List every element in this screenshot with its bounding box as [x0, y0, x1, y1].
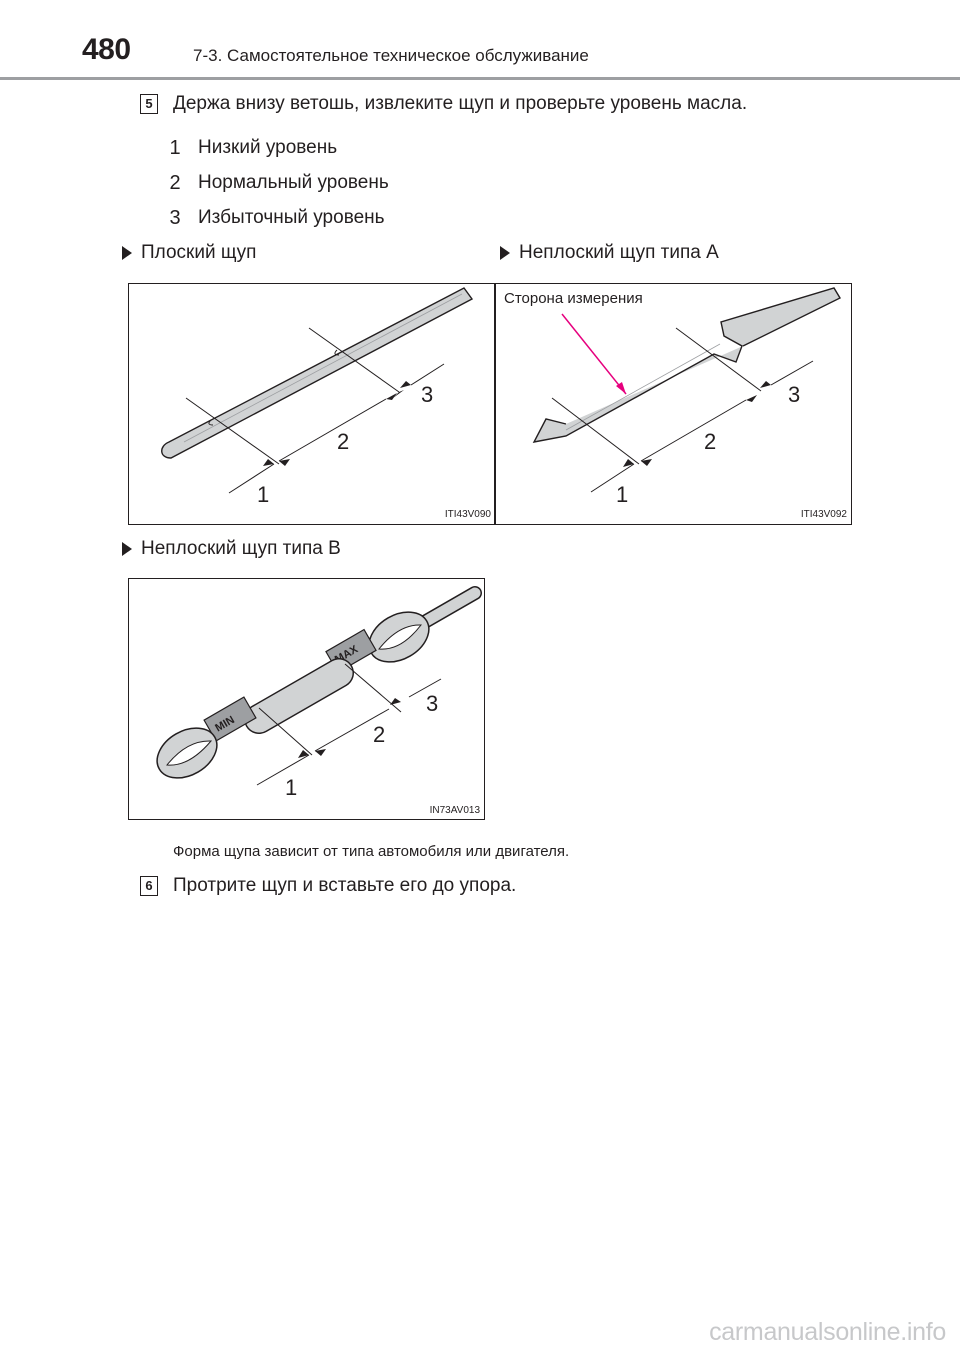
- flat-dipstick-figure: [128, 283, 495, 525]
- figure-mark: 1: [616, 482, 629, 507]
- figure-mark: 2: [337, 429, 350, 454]
- flat-dipstick-illustration: [129, 284, 494, 524]
- figure-mark: 1: [257, 482, 270, 507]
- level-list: [163, 131, 389, 235]
- list-item: [163, 201, 389, 235]
- figure-code: ITI43V092: [800, 509, 847, 520]
- level-number: 3: [169, 206, 181, 229]
- step-number-box: 5: [140, 94, 158, 114]
- type-a-dipstick-illustration: [496, 284, 851, 524]
- triangle-bullet-icon: [500, 246, 510, 260]
- level-number: 1: [169, 136, 181, 159]
- page-number: 480: [82, 33, 131, 66]
- max-marking-text: MAX: [332, 643, 361, 667]
- type-a-dipstick-figure: [495, 283, 852, 525]
- min-marking-text: MIN: [213, 713, 237, 735]
- level-label: Нормальный уровень: [198, 172, 389, 193]
- step-text: Протрите щуп и вставьте его до упора.: [173, 875, 517, 896]
- step-text: Держа внизу ветошь, извлеките щуп и проверьте уровень масла.: [173, 93, 748, 114]
- flat-dipstick-title: Плоский щуп: [141, 242, 257, 263]
- figure-code: IN73AV013: [429, 805, 480, 816]
- measure-side-label: Сторона измерения: [504, 290, 643, 307]
- dipstick-note: Форма щупа зависит от типа автомобиля или двигателя.: [173, 843, 570, 860]
- figure-mark: 2: [704, 429, 717, 454]
- level-number: 2: [169, 171, 181, 194]
- level-label: Избыточный уровень: [198, 207, 385, 228]
- figure-mark: 2: [373, 722, 386, 747]
- figure-mark: 1: [285, 775, 298, 800]
- watermark: carmanualsonline.info: [709, 1318, 946, 1346]
- figure-code: ITI43V090: [444, 509, 491, 520]
- step-number-box: 6: [140, 876, 158, 896]
- type-b-dipstick-figure: [128, 578, 485, 820]
- type-a-dipstick-title: Неплоский щуп типа A: [519, 242, 719, 263]
- type-b-dipstick-illustration: [129, 579, 484, 819]
- level-label: Низкий уровень: [198, 137, 338, 158]
- list-item: [163, 165, 389, 201]
- type-b-dipstick-heading: [122, 538, 341, 560]
- section-title: 7-3. Самостоятельное техническое обслуживание: [193, 46, 589, 65]
- flat-dipstick-heading: [122, 242, 256, 264]
- list-item: [163, 131, 389, 165]
- figure-mark: 3: [426, 691, 439, 716]
- figure-mark: 3: [421, 382, 434, 407]
- figure-mark: 3: [788, 382, 801, 407]
- type-a-dipstick-heading: [500, 242, 719, 264]
- triangle-bullet-icon: [122, 542, 132, 556]
- header-rule: [0, 77, 960, 80]
- triangle-bullet-icon: [122, 246, 132, 260]
- type-b-dipstick-title: Неплоский щуп типа B: [141, 538, 341, 559]
